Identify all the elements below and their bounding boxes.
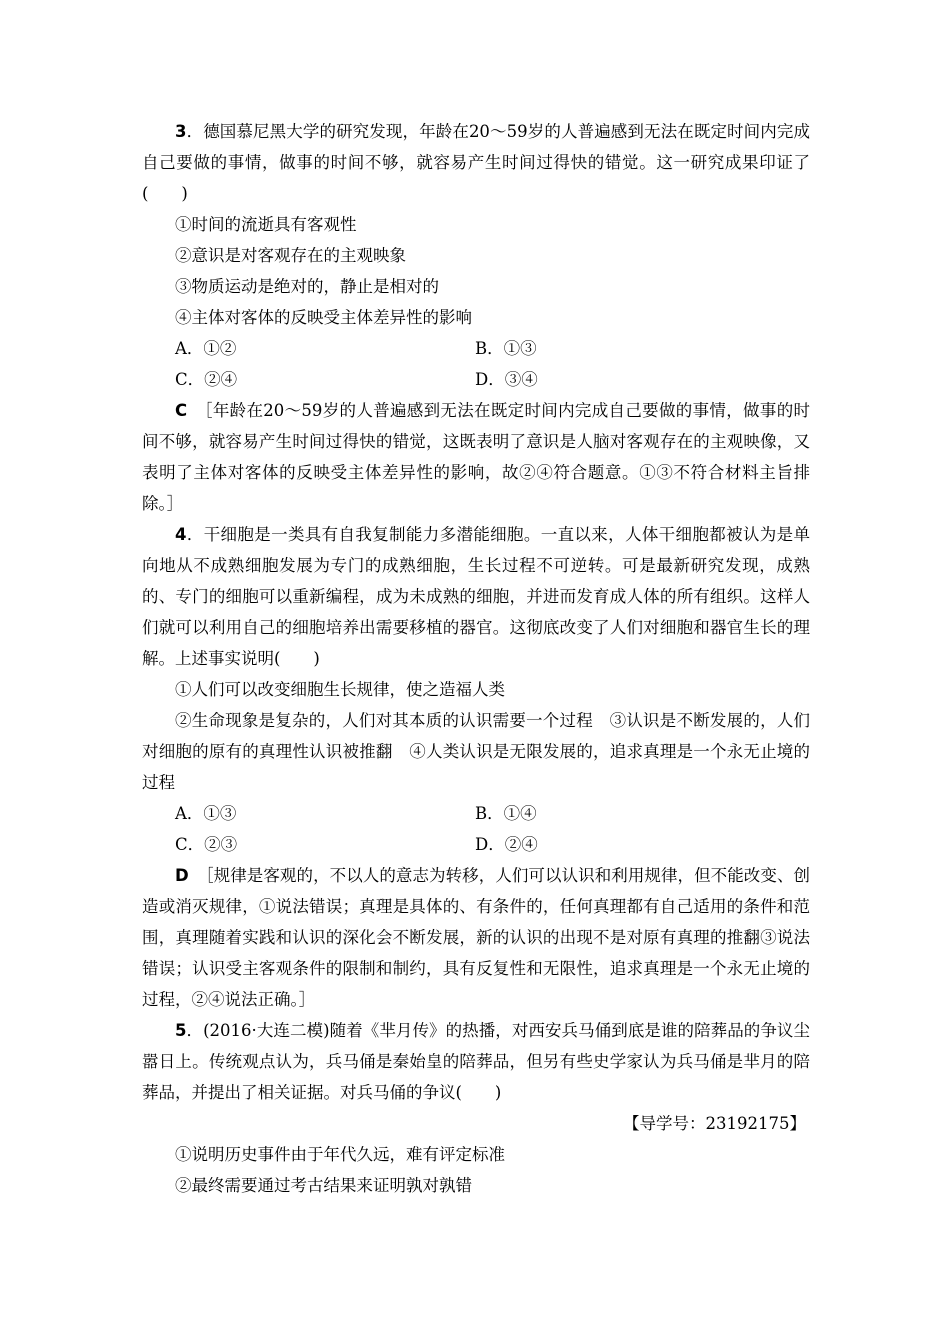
question-5-stem-text: ．(2016·大连二模)随着《芈月传》的热播，对西安兵马俑到底是谁的陪葬品的争议尘嚣日上。传统观点认为，兵马俑是秦始皇的陪葬品，但另有些史学家认为兵马俑是芈月的陪葬品，并提出了相关证据。对兵马俑的争议( ) xyxy=(142,1021,810,1102)
question-3-explanation xyxy=(142,395,810,519)
question-4-statement-1: ①人们可以改变细胞生长规律，使之造福人类 xyxy=(175,680,505,699)
question-4-option-a: A．①③ xyxy=(175,804,237,823)
question-3-option-c: C．②④ xyxy=(175,370,238,389)
question-3-statement-1: ①时间的流逝具有客观性 xyxy=(175,215,357,234)
question-3 xyxy=(142,116,810,519)
question-3-option-a: A．①② xyxy=(175,339,237,358)
question-5-reference: 【导学号：23192175】 xyxy=(623,1114,806,1133)
question-3-options-row-1 xyxy=(142,333,810,364)
question-3-answer-key: C xyxy=(175,401,188,420)
question-5-statement-1: ①说明历史事件由于年代久远，难有评定标准 xyxy=(175,1145,505,1164)
question-5 xyxy=(142,1015,810,1201)
document-content xyxy=(142,116,810,1201)
question-4-statements-rest: ②生命现象是复杂的，人们对其本质的认识需要一个过程 ③认识是不断发展的，人们对细胞的原有的真理性认识被推翻 ④人类认识是无限发展的，追求真理是一个永无止境的过程 xyxy=(142,711,810,792)
question-3-statement-4: ④主体对客体的反映受主体差异性的影响 xyxy=(175,308,472,327)
question-3-statement-2: ②意识是对客观存在的主观映象 xyxy=(175,246,406,265)
question-4-explanation-text: ［规律是客观的，不以人的意志为转移，人们可以认识和利用规律，但不能改变、创造或消灭规律，①说法错误；真理是具体的、有条件的，任何真理都有自己适用的条件和范围，真理随着实践和认识的深化会不断发展，新的认识的出现不是对原有真理的推翻③说法错误；认识受主客观条件的限制和制约，具有反复性和无限性，追求真理是一个永无止境的过程，②④说法正确。］ xyxy=(142,866,811,1009)
question-4-answer-key: D xyxy=(175,866,189,885)
question-3-options-row-2 xyxy=(142,364,810,395)
question-4-number: 4 xyxy=(175,525,187,544)
question-3-option-d: D．③④ xyxy=(475,370,538,389)
question-5-statement-2: ②最终需要通过考古结果来证明孰对孰错 xyxy=(175,1176,472,1195)
question-3-statement-3: ③物质运动是绝对的，静止是相对的 xyxy=(175,277,439,296)
question-4-options-row-1 xyxy=(142,798,810,829)
question-3-stem xyxy=(142,116,810,209)
question-3-explanation-text: ［年龄在20～59岁的人普遍感到无法在既定时间内完成自己要做的事情，做事的时间不够，就容易产生时间过得快的错觉，这既表明了意识是人脑对客观存在的主观映像，又表明了主体对客体的反映受主体差异性的影响，故②④符合题意。①③不符合材料主旨排除。］ xyxy=(142,401,811,513)
question-3-stem-text: ．德国慕尼黑大学的研究发现，年龄在20～59岁的人普遍感到无法在既定时间内完成自己要做的事情，做事的时间不够，就容易产生时间过得快的错觉。这一研究成果印证了( ) xyxy=(142,122,810,203)
question-4-stem-text: ．干细胞是一类具有自我复制能力多潜能细胞。一直以来，人体干细胞都被认为是单向地从不成熟细胞发展为专门的成熟细胞，生长过程不可逆转。可是最新研究发现，成熟的、专门的细胞可以重新编程，成为未成熟的细胞，并进而发育成人体的所有组织。这样人们就可以利用自己的细胞培养出需要移植的器官。这彻底改变了人们对细胞和器官生长的理解。上述事实说明( ) xyxy=(142,525,810,668)
question-4-option-c: C．②③ xyxy=(175,835,238,854)
question-4-option-b: B．①④ xyxy=(475,804,537,823)
question-4 xyxy=(142,519,810,1015)
question-4-option-d: D．②④ xyxy=(475,835,538,854)
question-4-explanation xyxy=(142,860,810,1015)
question-5-stem xyxy=(142,1015,810,1108)
question-3-option-b: B．①③ xyxy=(475,339,537,358)
question-4-options-row-2 xyxy=(142,829,810,860)
question-4-stem xyxy=(142,519,810,674)
question-5-number: 5 xyxy=(175,1021,187,1040)
question-3-number: 3 xyxy=(175,122,187,141)
